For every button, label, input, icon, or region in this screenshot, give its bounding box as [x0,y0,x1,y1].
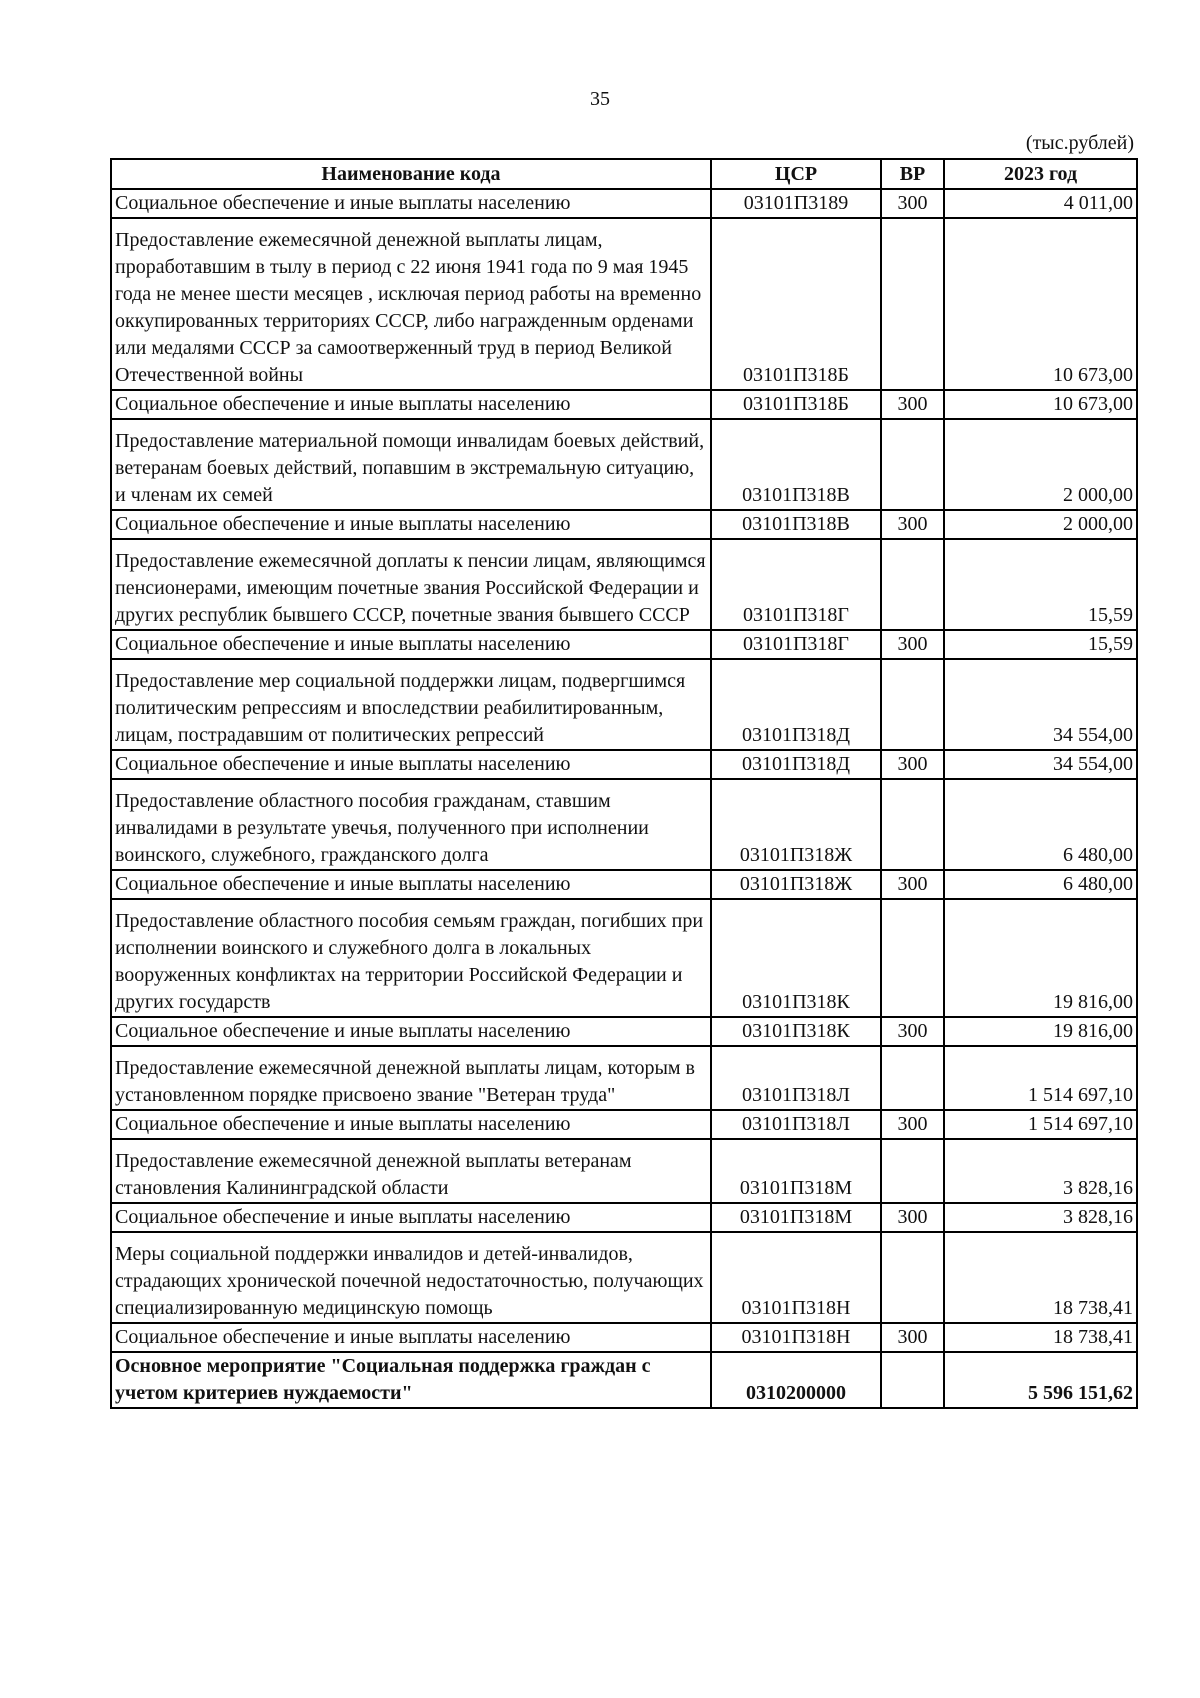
cell-vr: 300 [881,1323,944,1352]
cell-name: Социальное обеспечение и иные выплаты населению [111,1017,711,1046]
cell-csr: 03101П318Ж [711,870,881,899]
table-row [111,419,1137,510]
cell-vr: 300 [881,1017,944,1046]
cell-name: Социальное обеспечение и иные выплаты населению [111,390,711,419]
budget-table [110,158,1138,1409]
cell-sum: 1 514 697,10 [944,1046,1137,1110]
cell-sum: 34 554,00 [944,659,1137,750]
cell-vr: 300 [881,1110,944,1139]
cell-csr: 0310200000 [711,1352,881,1408]
table-row [111,218,1137,390]
cell-vr: 300 [881,630,944,659]
table-row [111,870,1137,899]
table-row [111,1323,1137,1352]
table-row [111,539,1137,630]
table-row [111,390,1137,419]
header-sum: 2023 год [944,159,1137,189]
cell-csr: 03101П318Ж [711,779,881,870]
cell-sum: 2 000,00 [944,510,1137,539]
cell-sum: 2 000,00 [944,419,1137,510]
cell-name: Социальное обеспечение и иные выплаты населению [111,630,711,659]
cell-vr [881,659,944,750]
cell-name: Социальное обеспечение и иные выплаты населению [111,1110,711,1139]
cell-csr: 03101П318Д [711,659,881,750]
cell-name: Социальное обеспечение и иные выплаты населению [111,870,711,899]
cell-name: Социальное обеспечение и иные выплаты населению [111,750,711,779]
table-row [111,1017,1137,1046]
table-row [111,189,1137,218]
cell-sum: 15,59 [944,539,1137,630]
cell-csr: 03101П318М [711,1139,881,1203]
cell-sum: 10 673,00 [944,390,1137,419]
table-row [111,1352,1137,1408]
cell-vr [881,539,944,630]
cell-csr: 03101П3189 [711,189,881,218]
cell-csr: 03101П318Л [711,1046,881,1110]
cell-name: Предоставление ежемесячной доплаты к пенсии лицам, являющимся пенсионерами, имеющим почетные звания Российской Федерации и других республик бывшего СССР, почетные звания бывшего СССР [111,539,711,630]
cell-name: Социальное обеспечение и иные выплаты населению [111,510,711,539]
cell-vr: 300 [881,390,944,419]
table-row [111,1139,1137,1203]
cell-csr: 03101П318К [711,1017,881,1046]
table-row [111,510,1137,539]
cell-vr [881,779,944,870]
cell-name: Предоставление ежемесячной денежной выплаты лицам, проработавшим в тылу в период с 22 июня 1941 года по 9 мая 1945 года не менее шести месяцев , исключая период работы на временно оккупированных территориях СССР, либо награжденным орденами или медалями СССР за самоотверженный труд в период Великой Отечественной войны [111,218,711,390]
cell-vr: 300 [881,870,944,899]
cell-sum: 3 828,16 [944,1139,1137,1203]
cell-vr: 300 [881,510,944,539]
cell-csr: 03101П318В [711,419,881,510]
cell-csr: 03101П318В [711,510,881,539]
cell-vr [881,419,944,510]
cell-vr: 300 [881,750,944,779]
cell-name: Социальное обеспечение и иные выплаты населению [111,189,711,218]
cell-vr [881,1352,944,1408]
cell-name: Меры социальной поддержки инвалидов и детей-инвалидов, страдающих хронической почечной недостаточностью, получающих специализированную медицинскую помощь [111,1232,711,1323]
table-row [111,1046,1137,1110]
cell-vr [881,1139,944,1203]
cell-vr: 300 [881,1203,944,1232]
cell-sum: 18 738,41 [944,1323,1137,1352]
cell-csr: 03101П318Г [711,539,881,630]
table-row [111,1203,1137,1232]
cell-csr: 03101П318К [711,899,881,1017]
cell-csr: 03101П318Д [711,750,881,779]
cell-vr [881,218,944,390]
cell-name: Предоставление ежемесячной денежной выплаты ветеранам становления Калининградской области [111,1139,711,1203]
cell-vr: 300 [881,189,944,218]
header-name: Наименование кода [111,159,711,189]
cell-name: Социальное обеспечение и иные выплаты населению [111,1323,711,1352]
cell-name: Предоставление ежемесячной денежной выплаты лицам, которым в установленном порядке присвоено звание "Ветеран труда" [111,1046,711,1110]
cell-vr [881,1232,944,1323]
units-label: (тыс.рублей) [1025,132,1134,154]
cell-sum: 5 596 151,62 [944,1352,1137,1408]
page-number: 35 [590,88,610,110]
table-row [111,1110,1137,1139]
cell-csr: 03101П318Г [711,630,881,659]
cell-vr [881,1046,944,1110]
cell-csr: 03101П318М [711,1203,881,1232]
header-vr: ВР [881,159,944,189]
header-csr: ЦСР [711,159,881,189]
table-row [111,750,1137,779]
table-row [111,1232,1137,1323]
cell-sum: 19 816,00 [944,899,1137,1017]
cell-sum: 6 480,00 [944,870,1137,899]
table-header-row [111,159,1137,189]
cell-sum: 15,59 [944,630,1137,659]
cell-csr: 03101П318Б [711,218,881,390]
table-row [111,659,1137,750]
cell-sum: 19 816,00 [944,1017,1137,1046]
cell-sum: 1 514 697,10 [944,1110,1137,1139]
cell-sum: 18 738,41 [944,1232,1137,1323]
cell-sum: 6 480,00 [944,779,1137,870]
cell-name: Предоставление материальной помощи инвалидам боевых действий, ветеранам боевых действий, попавшим в экстремальную ситуацию, и членам их семей [111,419,711,510]
cell-csr: 03101П318Л [711,1110,881,1139]
cell-name: Предоставление областного пособия семьям граждан, погибших при исполнении воинского и служебного долга в локальных вооруженных конфликтах на территории Российской Федерации и других государств [111,899,711,1017]
cell-sum: 34 554,00 [944,750,1137,779]
table-body [111,189,1137,1408]
table-row [111,899,1137,1017]
cell-csr: 03101П318Б [711,390,881,419]
cell-sum: 3 828,16 [944,1203,1137,1232]
table-row [111,630,1137,659]
cell-csr: 03101П318Н [711,1323,881,1352]
cell-name: Основное мероприятие "Социальная поддержка граждан с учетом критериев нуждаемости" [111,1352,711,1408]
cell-name: Предоставление областного пособия гражданам, ставшим инвалидами в результате увечья, полученного при исполнении воинского, служебного, гражданского долга [111,779,711,870]
cell-vr [881,899,944,1017]
cell-name: Предоставление мер социальной поддержки лицам, подвергшимся политическим репрессиям и впоследствии реабилитированным, лицам, пострадавшим от политических репрессий [111,659,711,750]
cell-sum: 10 673,00 [944,218,1137,390]
cell-sum: 4 011,00 [944,189,1137,218]
table-row [111,779,1137,870]
cell-name: Социальное обеспечение и иные выплаты населению [111,1203,711,1232]
cell-csr: 03101П318Н [711,1232,881,1323]
